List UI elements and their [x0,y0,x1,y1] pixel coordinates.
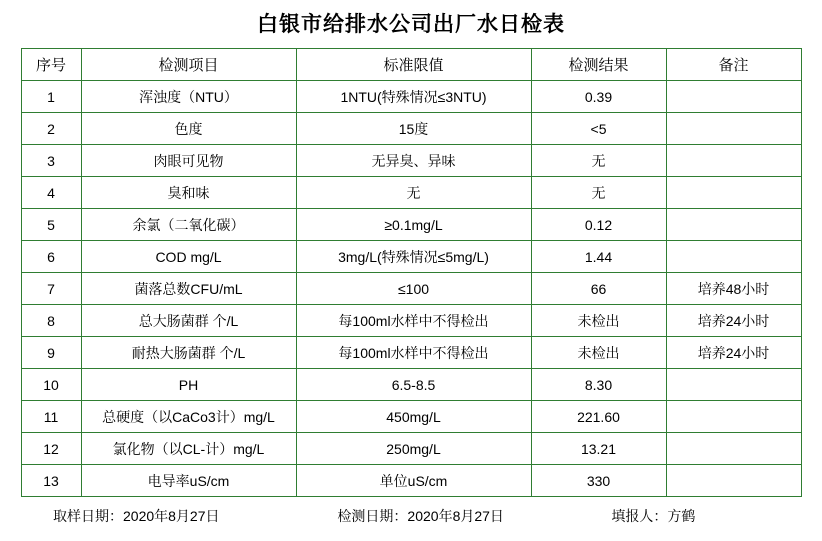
sampling-date: 取样日期：2020年8月27日 [53,508,220,524]
cell-standard: 每100ml水样中不得检出 [296,337,531,369]
column-header-no: 序号 [21,49,81,81]
cell-item: 菌落总数CFU/mL [81,273,296,305]
cell-no: 7 [21,273,81,305]
column-header-standard: 标准限值 [296,49,531,81]
cell-no: 1 [21,81,81,113]
cell-result: <5 [531,113,666,145]
cell-standard: 6.5-8.5 [296,369,531,401]
cell-item: 氯化物（以CL-计）mg/L [81,433,296,465]
table-row [21,145,801,177]
cell-no: 3 [21,145,81,177]
table-header [21,49,801,81]
cell-result: 0.39 [531,81,666,113]
table-row [21,401,801,433]
cell-result: 221.60 [531,401,666,433]
cell-note: 培养24小时 [666,305,801,337]
cell-item: 浑浊度（NTU） [81,81,296,113]
cell-item: 耐热大肠菌群 个/L [81,337,296,369]
cell-no: 4 [21,177,81,209]
cell-note [666,113,801,145]
cell-note [666,401,801,433]
cell-note [666,209,801,241]
cell-result: 330 [531,465,666,497]
table-row [21,369,801,401]
cell-item: 臭和味 [81,177,296,209]
cell-item: 电导率uS/cm [81,465,296,497]
cell-item: 总大肠菌群 个/L [81,305,296,337]
cell-no: 10 [21,369,81,401]
cell-no: 11 [21,401,81,433]
cell-standard: 无异臭、异味 [296,145,531,177]
table-row [21,465,801,497]
cell-item: 色度 [81,113,296,145]
cell-standard: ≤100 [296,273,531,305]
table-row [21,209,801,241]
table-row [21,433,801,465]
cell-item: 肉眼可见物 [81,145,296,177]
table-row [21,241,801,273]
table-row [21,113,801,145]
cell-standard: 无 [296,177,531,209]
cell-result: 8.30 [531,369,666,401]
column-header-note: 备注 [666,49,801,81]
column-header-result: 检测结果 [531,49,666,81]
table-row [21,177,801,209]
cell-item: COD mg/L [81,241,296,273]
table-row [21,81,801,113]
cell-result: 未检出 [531,305,666,337]
water-quality-table [21,48,802,497]
cell-no: 9 [21,337,81,369]
table-row [21,305,801,337]
cell-note: 培养48小时 [666,273,801,305]
cell-standard: 250mg/L [296,433,531,465]
cell-note [666,241,801,273]
cell-note [666,81,801,113]
cell-no: 13 [21,465,81,497]
cell-result: 无 [531,145,666,177]
cell-item: 总硬度（以CaCo3计）mg/L [81,401,296,433]
cell-result: 0.12 [531,209,666,241]
cell-result: 66 [531,273,666,305]
cell-item: 余氯（二氧化碳） [81,209,296,241]
page-title: 白银市给排水公司出厂水日检表 [257,12,565,36]
cell-result: 13.21 [531,433,666,465]
cell-standard: 15度 [296,113,531,145]
cell-note [666,145,801,177]
cell-standard: 每100ml水样中不得检出 [296,305,531,337]
cell-no: 12 [21,433,81,465]
cell-standard: 3mg/L(特殊情况≤5mg/L) [296,241,531,273]
cell-standard: 单位uS/cm [296,465,531,497]
cell-note [666,177,801,209]
table-row [21,337,801,369]
cell-result: 未检出 [531,337,666,369]
cell-standard: 450mg/L [296,401,531,433]
cell-note [666,465,801,497]
cell-result: 无 [531,177,666,209]
cell-note [666,433,801,465]
cell-note [666,369,801,401]
table-header-row [21,49,801,81]
cell-standard: ≥0.1mg/L [296,209,531,241]
column-header-item: 检测项目 [81,49,296,81]
report-footer [21,497,801,526]
cell-standard: 1NTU(特殊情况≤3NTU) [296,81,531,113]
table-body [21,81,801,497]
test-date: 检测日期：2020年8月27日 [337,508,504,524]
cell-no: 2 [21,113,81,145]
reporter-name: 填报人：方鹤 [611,508,696,524]
cell-note: 培养24小时 [666,337,801,369]
cell-result: 1.44 [531,241,666,273]
cell-no: 5 [21,209,81,241]
cell-no: 6 [21,241,81,273]
cell-item: PH [81,369,296,401]
cell-no: 8 [21,305,81,337]
table-row [21,273,801,305]
